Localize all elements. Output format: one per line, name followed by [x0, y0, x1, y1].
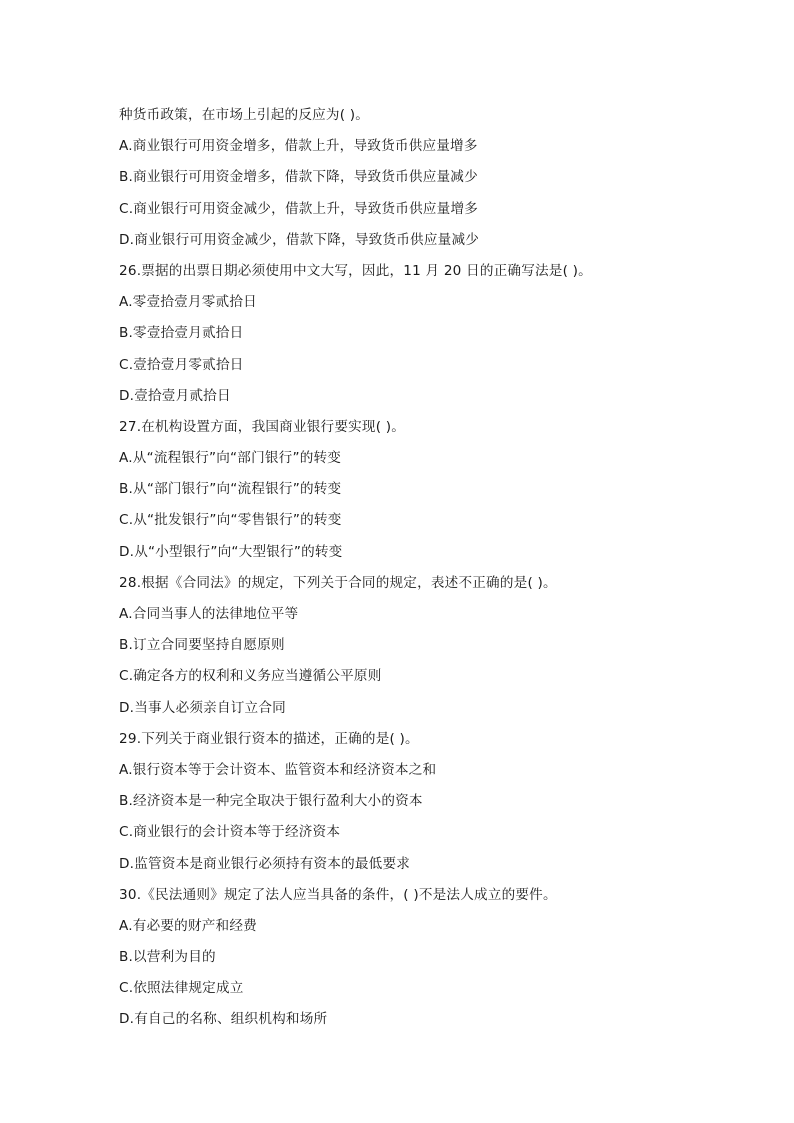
question-30-option-d: D.有自己的名称、组织机构和场所 — [119, 1011, 328, 1028]
question-30-option-c: C.依照法律规定成立 — [119, 980, 244, 997]
question-27-option-b: B.从“部门银行”向“流程银行”的转变 — [119, 481, 342, 498]
question-29-option-d: D.监管资本是商业银行必须持有资本的最低要求 — [119, 855, 411, 872]
question-26-stem: 26.票据的出票日期必须使用中文大写，因此，11 月 20 日的正确写法是( )。 — [119, 262, 592, 279]
question-28-option-a: A.合同当事人的法律地位平等 — [119, 606, 299, 622]
question-30-stem: 30.《民法通则》规定了法人应当具备的条件，( )不是法人成立的要件。 — [119, 886, 557, 903]
question-29-stem: 29.下列关于商业银行资本的描述，正确的是( )。 — [119, 730, 419, 747]
question-26-option-c: C.壹拾壹月零贰拾日 — [119, 356, 244, 373]
question-29-option-a: A.银行资本等于会计资本、监管资本和经济资本之和 — [119, 761, 437, 778]
question-26-option-a: A.零壹拾壹月零贰拾日 — [119, 294, 257, 311]
question-29-option-b: B.经济资本是一种完全取决于银行盈利大小的资本 — [119, 793, 423, 810]
question-28-stem: 28.根据《合同法》的规定，下列关于合同的规定，表述不正确的是( )。 — [119, 574, 557, 591]
question-26-option-b: B.零壹拾壹月贰拾日 — [119, 325, 244, 342]
question-27-option-a: A.从“流程银行”向“部门银行”的转变 — [119, 450, 342, 467]
document-body — [119, 100, 719, 1036]
question-25-stem-continuation: 种货币政策，在市场上引起的反应为( )。 — [119, 107, 370, 123]
question-25-option-a: A.商业银行可用资金增多，借款上升，导致货币供应量增多 — [119, 138, 478, 155]
question-27-option-d: D.从“小型银行”向“大型银行”的转变 — [119, 543, 343, 560]
question-26-option-d: D.壹拾壹月贰拾日 — [119, 387, 231, 404]
question-27-stem: 27.在机构设置方面，我国商业银行要实现( )。 — [119, 418, 406, 435]
question-29-option-c: C.商业银行的会计资本等于经济资本 — [119, 824, 341, 841]
question-28-option-b: B.订立合同要坚持自愿原则 — [119, 637, 285, 654]
question-25-option-d: D.商业银行可用资金减少，借款下降，导致货币供应量减少 — [119, 231, 480, 248]
question-30-option-b: B.以营利为目的 — [119, 949, 216, 966]
question-25-option-c: C.商业银行可用资金减少，借款上升，导致货币供应量增多 — [119, 200, 479, 217]
question-27-option-c: C.从“批发银行”向“零售银行”的转变 — [119, 512, 342, 529]
question-25-option-b: B.商业银行可用资金增多，借款下降，导致货币供应量减少 — [119, 169, 478, 186]
question-30-option-a: A.有必要的财产和经费 — [119, 917, 257, 934]
question-28-option-c: C.确定各方的权利和义务应当遵循公平原则 — [119, 668, 382, 685]
question-28-option-d: D.当事人必须亲自订立合同 — [119, 699, 286, 716]
